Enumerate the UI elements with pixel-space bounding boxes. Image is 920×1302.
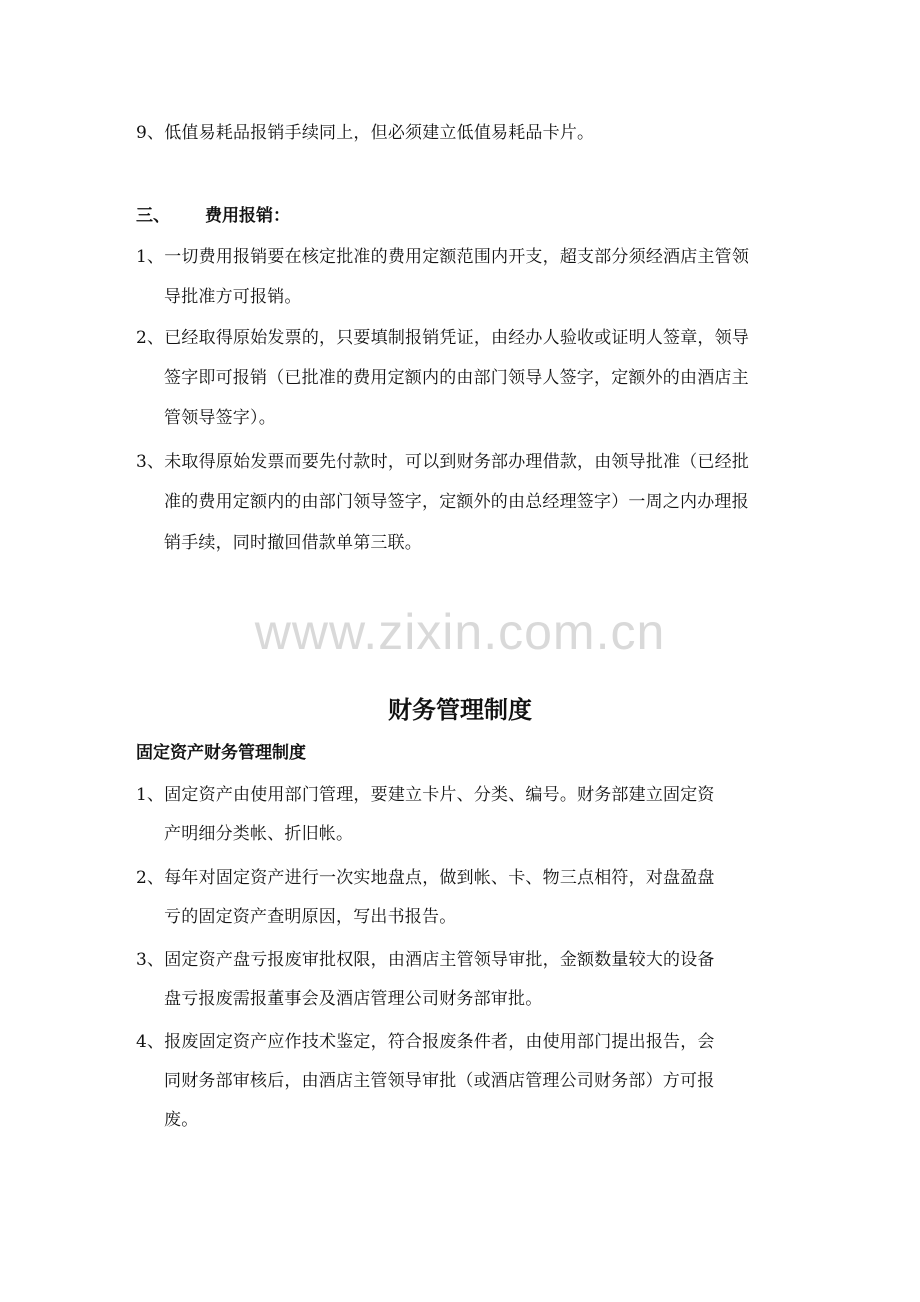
expense-item-2-line-3: 管领导签字）。 (164, 408, 276, 428)
asset-item-2-line-2: 亏的固定资产查明原因，写出书报告。 (164, 907, 457, 927)
asset-item-4-line-2: 同财务部审核后，由酒店主管领导审批（或酒店管理公司财务部）方可报 (164, 1071, 715, 1091)
document-title: 财务管理制度 (388, 696, 532, 724)
watermark: www.zixin.com.cn (254, 604, 666, 660)
expense-item-2-line-2: 签字即可报销（已批准的费用定额内的由部门领导人签字，定额外的由酒店主 (164, 368, 749, 388)
expense-item-1-line-1: 1、一切费用报销要在核定批准的费用定额范围内开支，超支部分须经酒店主管领 (136, 247, 750, 267)
expense-item-3-line-1: 3、未取得原始发票而要先付款时，可以到财务部办理借款，由领导批准（已经批 (136, 452, 750, 472)
expense-item-3-line-2: 准的费用定额内的由部门领导签字，定额外的由总经理签字）一周之内办理报 (164, 492, 749, 512)
expense-item-2-line-1: 2、已经取得原始发票的，只要填制报销凭证，由经办人验收或证明人签章，领导 (136, 328, 750, 348)
asset-item-1-line-1: 1、固定资产由使用部门管理，要建立卡片、分类、编号。财务部建立固定资 (136, 785, 715, 805)
asset-item-4-line-1: 4、报废固定资产应作技术鉴定，符合报废条件者，由使用部门提出报告，会 (136, 1032, 715, 1052)
section-number: 三、 (136, 206, 170, 226)
item-9-text: 9、低值易耗品报销手续同上，但必须建立低值易耗品卡片。 (136, 123, 595, 143)
asset-item-1-line-2: 产明细分类帐、折旧帐。 (164, 824, 354, 844)
fixed-assets-subheading: 固定资产财务管理制度 (136, 743, 306, 763)
asset-item-3-line-1: 3、固定资产盘亏报废审批权限，由酒店主管领导审批，金额数量较大的设备 (136, 950, 715, 970)
section-heading: 费用报销： (205, 206, 290, 226)
expense-item-1-line-2: 导批准方可报销。 (164, 287, 302, 307)
asset-item-2-line-1: 2、每年对固定资产进行一次实地盘点，做到帐、卡、物三点相符，对盘盈盘 (136, 868, 715, 888)
asset-item-4-line-3: 废。 (164, 1110, 199, 1130)
expense-item-3-line-3: 销手续，同时撤回借款单第三联。 (164, 533, 422, 553)
asset-item-3-line-2: 盘亏报废需报董事会及酒店管理公司财务部审批。 (164, 989, 543, 1009)
